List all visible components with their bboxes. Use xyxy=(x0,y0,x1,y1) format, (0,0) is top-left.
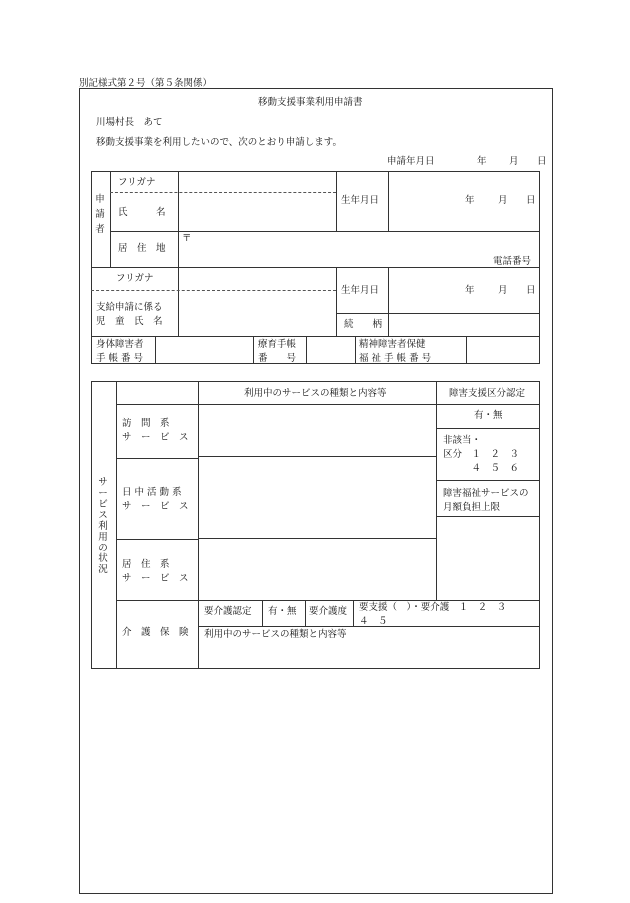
visiting-service-label: 訪 問 系 サ ー ビ ス xyxy=(122,418,189,443)
child-birth-day: 日 xyxy=(526,285,536,296)
care-level-label: 要介護度 xyxy=(309,606,348,617)
applicant-address-label: 居 住 地 xyxy=(118,243,166,254)
child-name-label: 支給申請に係る 児 童 氏 名 xyxy=(96,302,163,327)
applicant-birth-day: 日 xyxy=(526,195,536,206)
child-birth-year: 年 xyxy=(465,285,475,296)
services-header-current: 利用中のサービスの種類と内容等 xyxy=(244,388,387,399)
date-year: 年 xyxy=(477,156,487,167)
support-na: 非該当・ xyxy=(443,435,482,446)
services-header-support: 障害支援区分認定 xyxy=(449,388,526,399)
child-relation-label: 続 柄 xyxy=(344,319,383,330)
date-month: 月 xyxy=(509,156,519,167)
care-cert-label: 要介護認定 xyxy=(204,606,252,617)
child-furigana-label: フリガナ xyxy=(116,273,154,284)
insurance-label: 介 護 保 険 xyxy=(122,627,189,638)
daytime-service-label: 日 中 活 動 系 サ ー ビ ス xyxy=(122,487,189,512)
support-class: 区分 １ ２ ３ ４ ５ ６ xyxy=(443,449,520,474)
applicant-section-label: 申請者 xyxy=(95,194,105,236)
support-yesno: 有・無 xyxy=(474,410,503,421)
applicant-birth-month: 月 xyxy=(498,195,508,206)
form-number: 別記様式第２号（第５条関係） xyxy=(79,78,213,89)
mental-handbook-label: 精神障害者保健 福 祉 手 帳 番 号 xyxy=(359,339,432,364)
insurance-current-label: 利用中のサービスの種類と内容等 xyxy=(204,629,347,640)
date-label: 申請年月日 xyxy=(387,156,435,167)
date-day: 日 xyxy=(537,156,547,167)
applicant-birth-year: 年 xyxy=(465,195,475,206)
physical-handbook-label: 身体障害者 手 帳 番 号 xyxy=(96,339,144,364)
care-level-values: 要支援（ ）・要介護 １ ２ ３ ４ ５ xyxy=(359,602,507,627)
cap-label: 障害福祉サービスの 月額負担上限 xyxy=(443,488,529,513)
rehab-handbook-label: 療育手帳 番 号 xyxy=(258,339,297,364)
addressee: 川場村長 あて xyxy=(96,117,163,128)
applicant-birth-label: 生年月日 xyxy=(341,195,380,206)
services-section-label: サービス利用の状況 xyxy=(98,477,108,576)
form-title: 移動支援事業利用申請書 xyxy=(258,97,363,108)
child-birth-label: 生年月日 xyxy=(341,285,380,296)
postal-mark: 〒 xyxy=(182,233,192,244)
applicant-name-label: 氏 名 xyxy=(118,207,166,218)
care-yesno: 有・無 xyxy=(268,606,297,617)
child-birth-month: 月 xyxy=(498,285,508,296)
applicant-furigana-label: フリガナ xyxy=(118,177,156,188)
residential-service-label: 居 住 系 サ ー ビ ス xyxy=(122,559,189,584)
phone-label: 電話番号 xyxy=(493,256,532,267)
intro-text: 移動支援事業を利用したいので、次のとおり申請します。 xyxy=(96,137,343,148)
